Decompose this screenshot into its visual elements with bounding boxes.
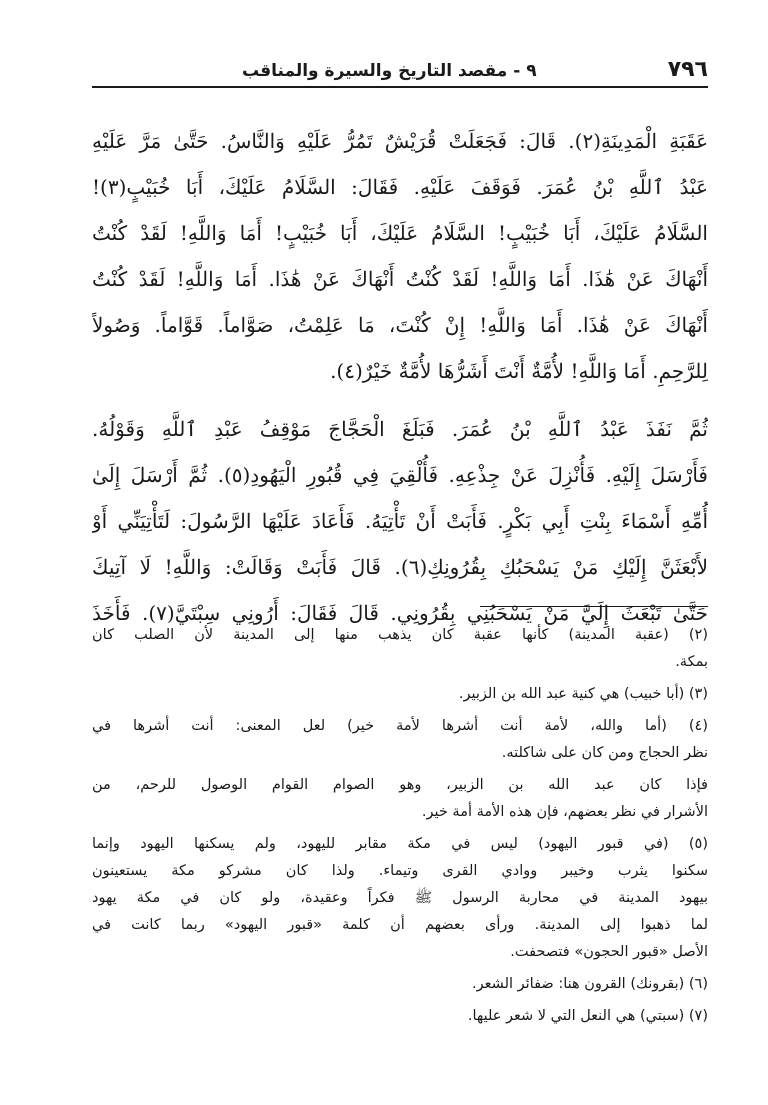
footnote-line: (٣) (أبا خبيب) هي كنية عبد الله بن الزبير. — [458, 686, 708, 702]
footnote-line: (٥) (في قبور اليهود) ليس في مكة مقابر لليهود، ولم يسكنها اليهود وإنما — [92, 836, 708, 852]
footnote-line: لما ذهبوا إلى المدينة. ورأى بعضهم أن كلمة «قبور اليهود» ربما كانت في — [92, 917, 708, 933]
footnotes — [92, 622, 708, 1035]
text-line: ثُمَّ نَفَذَ عَبْدُ ٱللَّهِ بْنُ عُمَرَ. فَبَلَغَ الْحَجَّاجَ مَوْقِفُ عَبْدِ ٱللَّهِ وَقَوْلُهُ. — [92, 417, 708, 441]
text-line: السَّلَامُ عَلَيْكَ، أَبَا خُبَيْبٍ! السَّلَامُ عَلَيْكَ، أَبَا خُبَيْبٍ! أَمَا وَاللَّهِ! لَقَدْ كُنْتُ — [92, 221, 708, 245]
paragraph — [92, 406, 708, 636]
footnote-line: (٦) (بقرونك) القرون هنا: ضفائر الشعر. — [472, 976, 708, 992]
footnote-line: سكنوا يثرب وخيبر ووادي القرى وتيماء. ولذا كان مشركو مكة يستعينون — [92, 863, 708, 879]
footnote-3 — [92, 681, 708, 708]
text-line: حَتَّىٰ تَبْعَثَ إِلَيَّ مَنْ يَسْحَبُنِي بِقُرُونِي. قَالَ فَقَالَ: أَرُونِي سِبْتَيَّ(٧). فَأَخَذَ — [92, 601, 708, 625]
footnote-line: (٢) (عقبة المدينة) كأنها عقبة كان يذهب منها إلى المدينة لأن الصلب كان — [92, 627, 708, 643]
footnote-separator — [480, 606, 708, 607]
footnote-line: (٧) (سبتي) هي النعل التي لا شعر عليها. — [467, 1008, 708, 1024]
page-header — [92, 52, 708, 88]
footnote-2 — [92, 622, 708, 676]
hadith-text — [92, 118, 708, 636]
text-line: عَبْدُ ٱللَّهِ بْنُ عُمَرَ. فَوَقَفَ عَلَيْهِ. فَقَالَ: السَّلَامُ عَلَيْكَ، أَبَا خُبَيْبٍ(٣)! — [92, 175, 708, 199]
paragraph — [92, 118, 708, 394]
text-line: عَقَبَةِ الْمَدِينَةِ(٢). قَالَ: فَجَعَلَتْ قُرَيْشٌ تَمُرُّ عَلَيْهِ وَالنَّاسُ. حَتَّىٰ مَرَّ عَلَيْهِ — [92, 129, 708, 153]
footnote-line: بمكة. — [675, 654, 708, 670]
footnote-line: (٤) (أما والله، لأمة أنت أشرها لأمة خير) لعل المعنى: أنت أشرها في — [92, 718, 708, 734]
footnote-line: الأشرار في نظر بعضهم، فإن هذه الأمة أمة خير. — [421, 804, 708, 820]
footnote-line: فإذا كان عبد الله بن الزبير، وهو الصوام القوام الوصول للرحم، من — [92, 777, 708, 793]
footnote-7 — [92, 1003, 708, 1030]
footnote-5 — [92, 831, 708, 966]
text-line: أَنْهَاكَ عَنْ هَٰذَا. أَمَا وَاللَّهِ! لَقَدْ كُنْتُ أَنْهَاكَ عَنْ هَٰذَا. أَمَا وَاللَّهِ! لَقَدْ كُنْتُ — [92, 267, 708, 291]
footnote-4 — [92, 713, 708, 767]
text-line: فَأَرْسَلَ إِلَيْهِ. فَأُنْزِلَ عَنْ جِذْعِهِ. فَأُلْقِيَ فِي قُبُورِ الْيَهُودِ(٥). ثُمَّ أَرْسَلَ إِلَىٰ — [92, 463, 708, 487]
text-line: لأَبْعَثَنَّ إِلَيْكِ مَنْ يَسْحَبُكِ بِقُرُونِكِ(٦). قَالَ فَأَبَتْ وَقَالَتْ: وَاللَّهِ! لَا آتِيكَ — [92, 555, 708, 579]
text-line: أَنْهَاكَ عَنْ هَٰذَا. أَمَا وَاللَّهِ! إِنْ كُنْتَ، مَا عَلِمْتُ، صَوَّاماً. قَوَّاماً. وَصُولاً — [92, 313, 708, 337]
footnote-4-continued — [92, 772, 708, 826]
text-line: أُمِّهِ أَسْمَاءَ بِنْتِ أَبِي بَكْرٍ. فَأَبَتْ أَنْ تَأْتِيَهُ. فَأَعَادَ عَلَيْهَا الرَّسُولَ: لَتَأْتِيَنِّي أَوْ — [92, 509, 708, 533]
footnote-line: نظر الحجاج ومن كان على شاكلته. — [501, 745, 708, 761]
footnote-line: الأصل «قبور الحجون» فتصحفت. — [510, 944, 708, 960]
footnote-line: بيهود المدينة في محاربة الرسول ﷺ فكراً وعقيدة، ولو كان في مكة يهود — [92, 890, 708, 906]
footnote-6 — [92, 971, 708, 998]
page-number: ٧٩٦ — [667, 57, 708, 82]
chapter-title: ٩ - مقصد التاريخ والسيرة والمناقب — [242, 61, 537, 81]
text-line: لِلرَّحِمِ. أَمَا وَاللَّهِ! لأُمَّةٌ أَنْتَ أَشَرُّهَا لأُمَّةٌ خَيْرٌ(٤). — [330, 359, 708, 383]
